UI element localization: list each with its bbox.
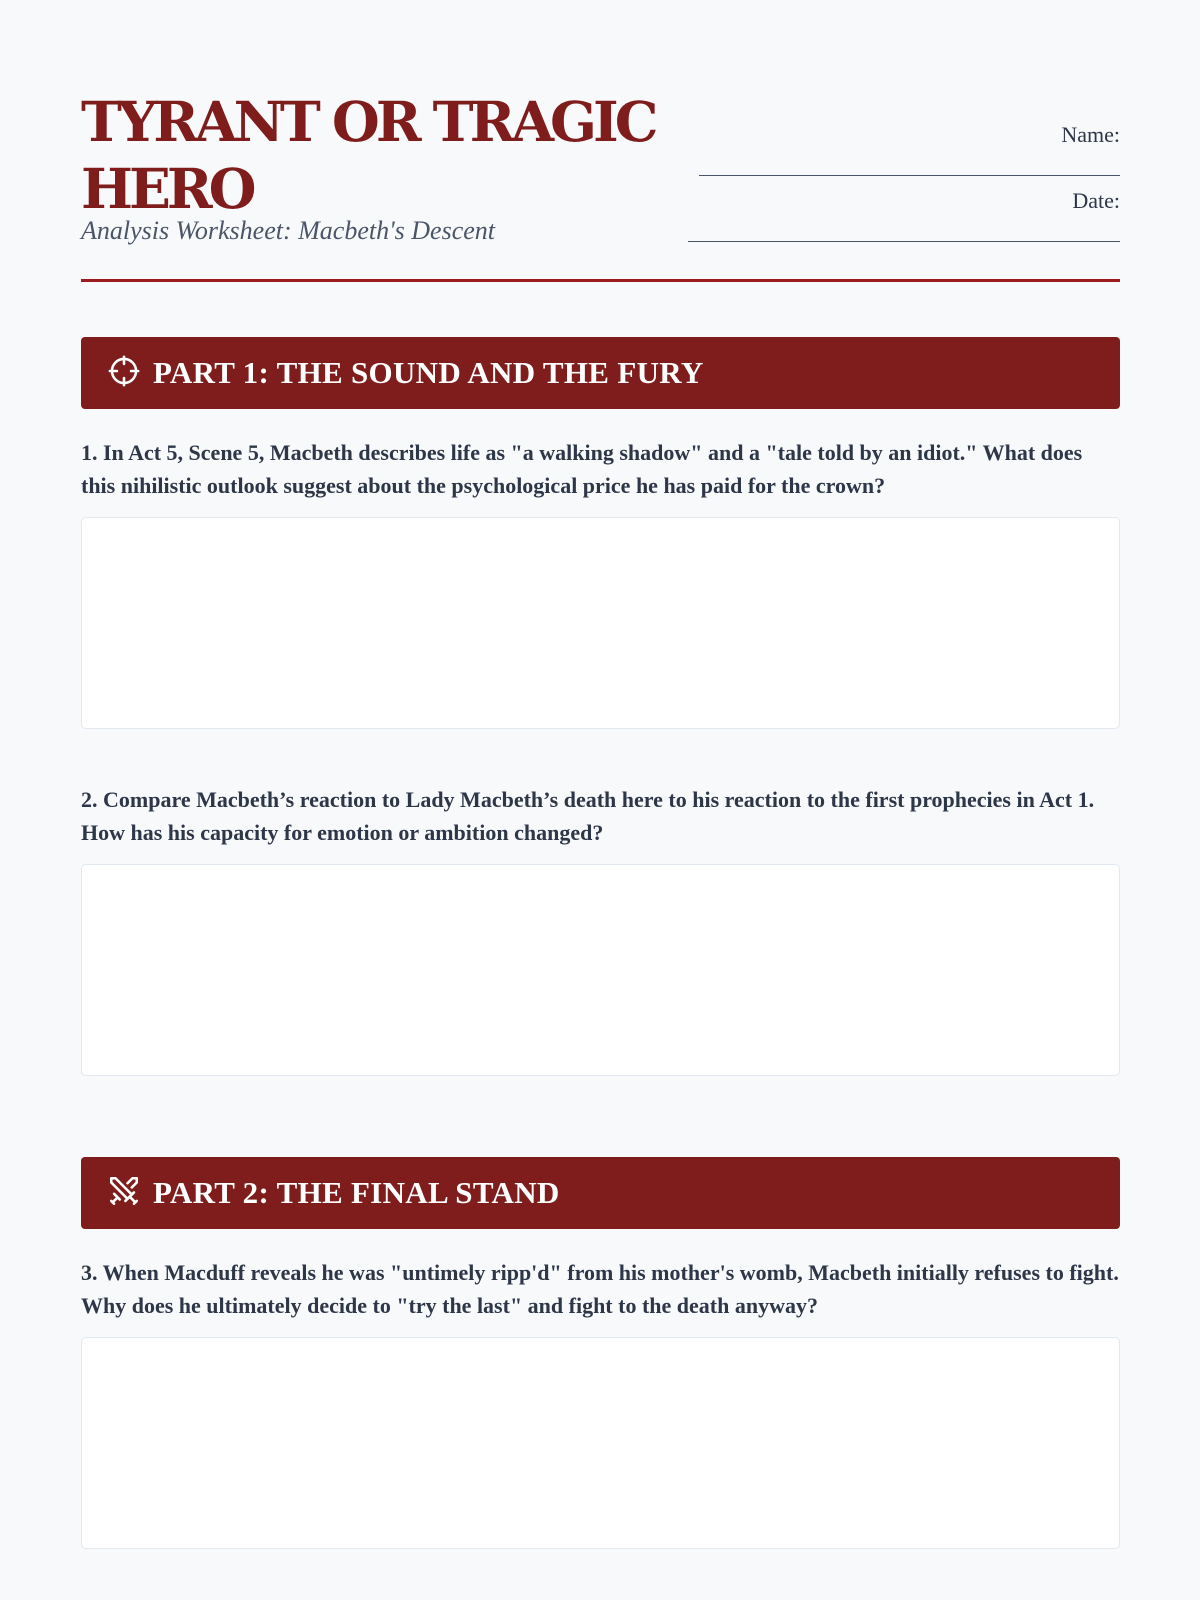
part-1-title: PART 1: THE SOUND AND THE FURY: [153, 355, 704, 390]
part-1-banner: [81, 337, 1120, 409]
answer-box-2[interactable]: [81, 864, 1120, 1076]
page-title: TYRANT OR TRAGIC HERO: [81, 89, 655, 221]
name-label: Name:: [1061, 122, 1120, 147]
worksheet-header: [81, 88, 1120, 284]
header-divider: [81, 279, 1120, 282]
crosshair-icon: [107, 354, 141, 393]
part-2-title: PART 2: THE FINAL STAND: [153, 1175, 560, 1210]
question-3: 3. When Macduff reveals he was "untimely ripp'd" from his mother's womb, Macbeth initially refuses to fight. Why does he ultimately decide to "try the last" and fight to the death anyway?: [81, 1260, 1119, 1318]
crossed-swords-icon: [107, 1174, 141, 1213]
page-subtitle: Analysis Worksheet: Macbeth's Descent: [81, 216, 495, 245]
part-2-banner: [81, 1157, 1120, 1229]
student-info: [680, 88, 1120, 248]
date-line[interactable]: [688, 241, 1120, 242]
question-1: 1. In Act 5, Scene 5, Macbeth describes life as "a walking shadow" and a "tale told by an idiot." What does this nihilistic outlook suggest about the psychological price he has paid for the crown?: [81, 440, 1083, 498]
date-label: Date:: [1072, 188, 1120, 213]
answer-box-1[interactable]: [81, 517, 1120, 729]
answer-box-3[interactable]: [81, 1337, 1120, 1549]
name-line[interactable]: [699, 175, 1120, 176]
question-2: 2. Compare Macbeth’s reaction to Lady Macbeth’s death here to his reaction to the first prophecies in Act 1. How has his capacity for emotion or ambition changed?: [81, 787, 1095, 845]
